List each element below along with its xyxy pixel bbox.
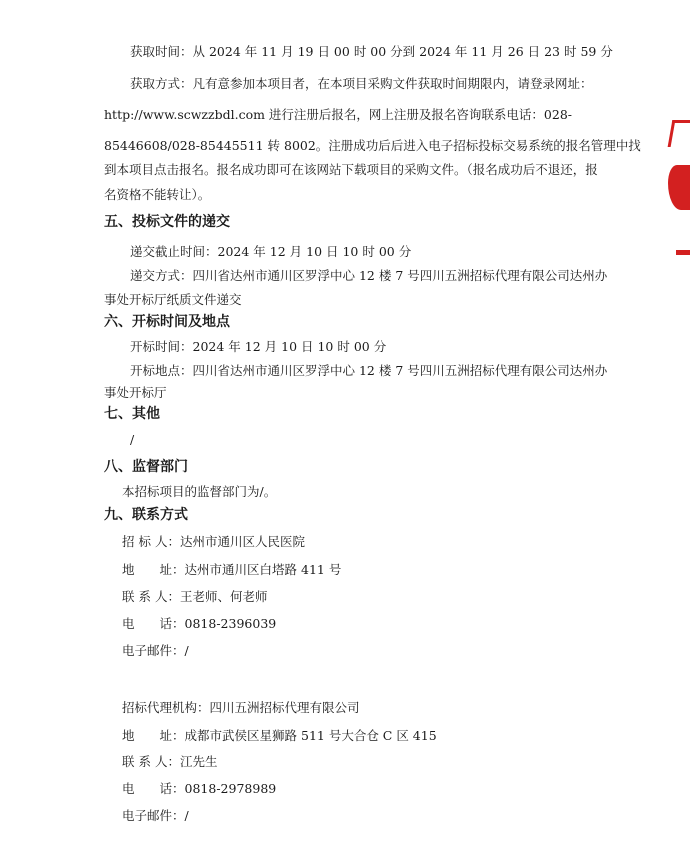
section5-title: 五、投标文件的递交 (104, 214, 230, 230)
contact-label: 电子邮件： (122, 808, 185, 823)
contact-label: 招 标 人： (122, 534, 180, 549)
agency-row (122, 808, 189, 824)
agency-row (122, 754, 217, 770)
tenderer-row (122, 643, 189, 659)
contact-label: 电 话： (122, 616, 185, 631)
section8-content: 本招标项目的监督部门为/。 (122, 484, 277, 499)
contact-label: 联 系 人： (122, 589, 180, 604)
section7-content: / (130, 432, 135, 447)
tenderer-row (122, 616, 276, 632)
contact-value: 达州市通川区白塔路 411 号 (184, 562, 342, 577)
section6-place-line-2: 事处开标厅 (104, 385, 167, 400)
section9-title: 九、联系方式 (104, 507, 188, 523)
tenderer-row (122, 562, 341, 578)
section5-deadline: 递交截止时间：2024 年 12 月 10 日 10 时 00 分 (130, 244, 412, 259)
contact-label: 电子邮件： (122, 643, 185, 658)
tenderer-row (122, 534, 305, 550)
contact-value: 江先生 (179, 754, 218, 769)
acquisition-method-line-3: 85446608/028-85445511 转 8002。注册成功后后进入电子招标投标交易系统的报名管理中找 (104, 138, 641, 153)
contact-label: 地 址： (122, 728, 185, 743)
section8-title: 八、监督部门 (104, 459, 188, 475)
acquisition-method-line-4: 到本项目点击报名。报名成功即可在该网站下载项目的采购文件。（报名成功后不退还，报 (104, 162, 598, 177)
contact-value: 四川五洲招标代理有限公司 (209, 700, 360, 715)
seal-fragment (676, 250, 690, 255)
seal-fragment (668, 165, 690, 210)
contact-value: / (184, 808, 189, 823)
contact-value: 达州市通川区人民医院 (179, 534, 305, 549)
tenderer-row (122, 589, 267, 605)
agency-name-row (122, 700, 360, 716)
acquisition-method-line-1: 获取方式：凡有意参加本项目者，在本项目采购文件获取时间期限内，请登录网址： (130, 76, 593, 91)
acquisition-time: 获取时间：从 2024 年 11 月 19 日 00 时 00 分到 2024 年 11 月 26 日 23 时 59 分 (130, 44, 613, 59)
section6-place-line-1: 开标地点：四川省达州市通川区罗浮中心 12 楼 7 号四川五洲招标代理有限公司达州办 (130, 363, 608, 378)
contact-value: 0818-2396039 (184, 616, 277, 631)
agency-row (122, 728, 437, 744)
acquisition-method-line-5: 名资格不能转让）。 (104, 187, 211, 202)
contact-value: / (184, 643, 189, 658)
section5-method-line-1: 递交方式：四川省达州市通川区罗浮中心 12 楼 7 号四川五洲招标代理有限公司达州办 (130, 268, 608, 283)
contact-label: 电 话： (122, 781, 185, 796)
partial-red-seal-icon (664, 110, 690, 280)
section7-title: 七、其他 (104, 406, 160, 422)
seal-fragment (668, 120, 690, 147)
contact-value: 成都市武侯区星狮路 511 号大合仓 C 区 415 (184, 728, 437, 743)
contact-value: 0818-2978989 (184, 781, 277, 796)
section6-title: 六、开标时间及地点 (104, 314, 230, 330)
acquisition-method-line-2: http://www.scwzzbdl.com 进行注册后报名，网上注册及报名咨询联系电话：028- (104, 107, 573, 122)
section5-method-line-2: 事处开标厅纸质文件递交 (104, 292, 242, 307)
contact-label: 地 址： (122, 562, 185, 577)
contact-value: 王老师、何老师 (179, 589, 268, 604)
agency-row (122, 781, 276, 797)
contact-label: 联 系 人： (122, 754, 180, 769)
section6-time: 开标时间：2024 年 12 月 10 日 10 时 00 分 (130, 339, 387, 354)
contact-label: 招标代理机构： (122, 700, 210, 715)
